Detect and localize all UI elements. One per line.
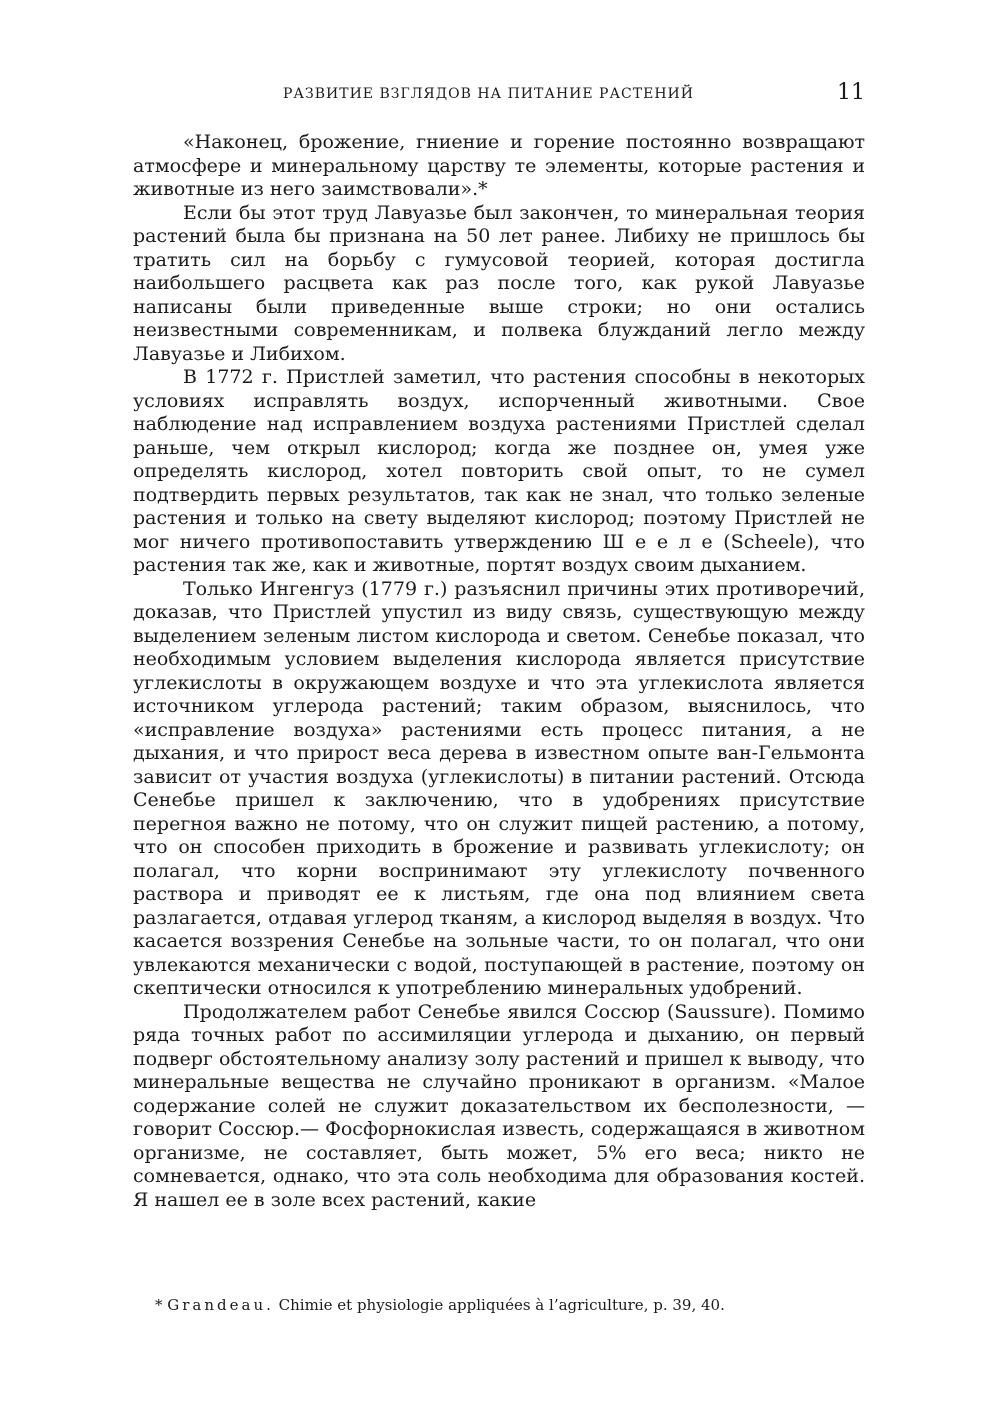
- paragraph: Продолжателем работ Сенебье явился Соссюр (Saussure). Помимо ряда точных работ по ассимиляции углерода и дыханию, он первый подверг обстоятельному анализу золу растений и пришел к выводу, что минеральные вещества не случайно проникают в организм. «Малое содержание солей не служит доказательством их бесполезности, — говорит Соссюр.— Фосфорнокислая известь, содержащаяся в животном организме, не составляет, быть может, 5% его веса; никто не сомневается, однако, что эта соль необходима для образования костей. Я нашел ее в золе всех растений, какие: [133, 1000, 865, 1211]
- paragraph: Если бы этот труд Лавуазье был закончен, то минеральная теория растений была бы признана на 50 лет ранее. Либиху не пришлось бы тратить сил на борьбу с гумусовой теорией, которая достигла наибольшего расцвета как раз после того, как рукой Лавуазье написаны были приведенные выше строки; но они остались неизвестными современникам, и полвека блужданий легло между Лавуазье и Либихом.: [133, 201, 865, 365]
- footnote: [155, 1295, 865, 1315]
- paragraph: В 1772 г. Пристлей заметил, что растения способны в некоторых условиях исправлять воздух, испорченный животными. Свое наблюдение над исправлением воздуха растениями Пристлей сделал раньше, чем открыл кислород; когда же позднее он, умея уже определять кислород, хотел повторить свой опыт, то не сумел подтвердить первых результатов, так как не знал, что только зеленые растения и только на свету выделяют кислород; поэтому Пристлей не мог ничего противопоставить утверждению Ш е е л е (Scheele), что растения так же, как и животные, портят воздух своим дыханием.: [133, 366, 865, 576]
- footnote-author: Grandeau.: [167, 1296, 274, 1314]
- page-number: 11: [837, 80, 865, 105]
- body-text: [133, 131, 865, 1212]
- footnote-text: Chimie et physiologie appliquées à l’agriculture, p. 39, 40.: [278, 1296, 725, 1314]
- page-header: [133, 80, 865, 110]
- paragraph: Только Ингенгуз (1779 г.) разъяснил причины этих противоречий, доказав, что Пристлей упустил из виду связь, существующую между выделением зеленым листом кислорода и светом. Сенебье показал, что необходимым условием выделения кислорода является присутствие углекислоты в окружающем воздухе и что эта углекислота является источником углерода растений; таким образом, выяснилось, что «исправление воздуха» растениями есть процесс питания, а не дыхания, и что прирост веса дерева в известном опыте ван-Гельмонта зависит от участия воздуха (углекислоты) в питании растений. Отсюда Сенебье пришел к заключению, что в удобрениях присутствие перегноя важно не потому, что он служит пищей растению, а потому, что он способен приходить в брожение и развивать углекислоту; он полагал, что корни воспринимают эту углекислоту почвенного раствора и приводят ее к листьям, где она под влиянием света разлагается, отдавая углерод тканям, а кислород выделяя в воздух. Что касается воззрения Сенебье на зольные части, то он полагал, что они увлекаются механически с водой, поступающей в растение, поэтому он скептически относился к употреблению минеральных удобрений.: [133, 577, 865, 999]
- footnote-marker: *: [155, 1296, 163, 1314]
- running-title: РАЗВИТИЕ ВЗГЛЯДОВ НА ПИТАНИЕ РАСТЕНИЙ: [283, 86, 694, 102]
- paragraph: «Наконец, брожение, гниение и горение постоянно возвращают атмосфере и минеральному царству те элементы, которые растения и животные из него заимствовали».*: [133, 131, 865, 200]
